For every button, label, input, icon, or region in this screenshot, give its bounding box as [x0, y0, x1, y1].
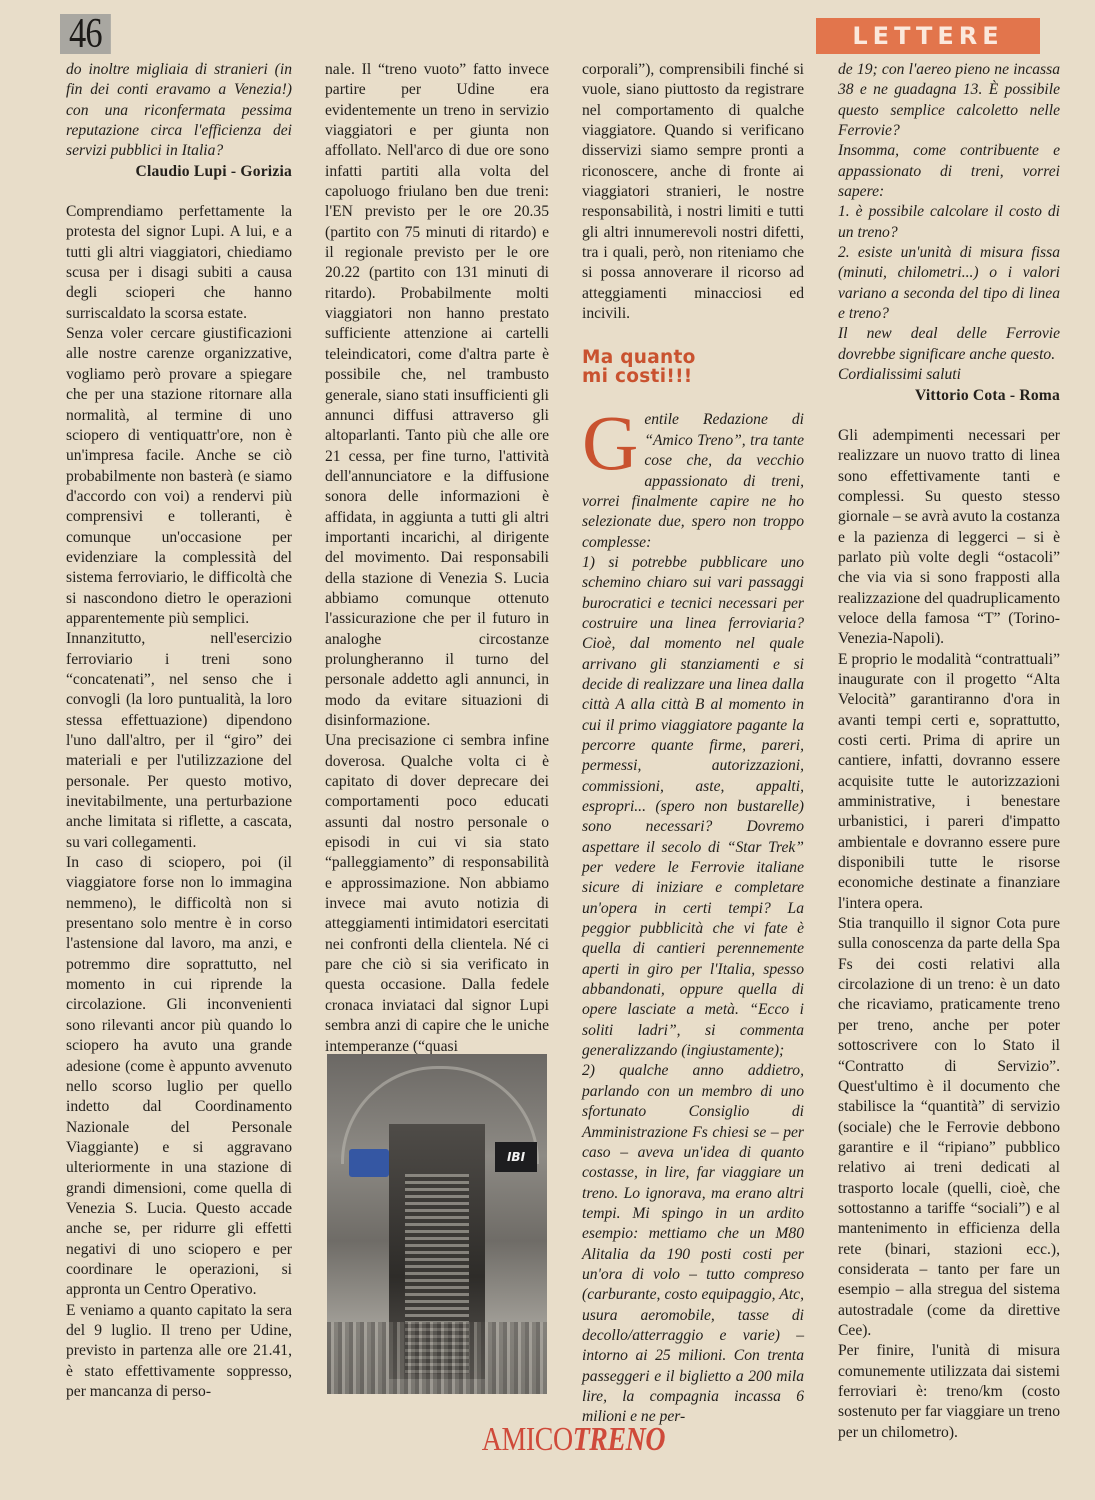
letter-subheading — [582, 348, 804, 386]
reply-paragraph: Senza voler cercare giustificazioni alle nostre carenze organizzative, vogliamo però provare a spiegare che per una stazione ritornare alla normalità, al termine di uno sciopero di ventiquattr'ore, non è un'impresa facile. Anche se ciò probabilmente non basterà (e siamo d'accordo con voi) a rendervi più comprensivi e tolleranti, è comunque un'occasione per evidenziare la complessità del sistema ferroviario, le difficoltà che si nascondono dietro le operazioni apparentemente più semplici. — [66, 325, 292, 627]
photo-ibi-sign: IBI — [495, 1142, 537, 1172]
reply-paragraph: In caso di sciopero, poi (il viaggiatore forse non lo immagina nemmeno), le difficoltà non si presentano solo mentre è in corso l'astensione dal lavoro, ma anzi, e potremmo dire soprattutto, nel momento in cui riprende la circolazione. Gli inconvenienti sono rilevanti ancor più quando lo sciopero ha avuto una grande adesione (come è appunto avvenuto nello scorso luglio per quello indetto dal Coordinamento Nazionale del Personale Viaggiante) e si aggravano ulteriormente in una stazione di grandi dimensioni, come quella di Venezia S. Lucia. Questo accade anche se, per ridurre gli effetti negativi di uno sciopero e per coordinare le operazioni, si appronta un Centro Operativo. — [66, 854, 292, 1299]
photo-crowd — [327, 1322, 547, 1394]
letter-signature: Claudio Lupi - Gorizia — [135, 162, 292, 180]
column-1 — [66, 60, 292, 1402]
reply-paragraph: Stia tranquillo il signor Cota pure sulla conoscenza da parte della Spa Fs dei costi relativi alla circolazione di un treno: è un dato che ricaviamo, praticamente treno per treno, anche per poter sottoscrivere con lo Stato il “Contratto di Servizio”. Quest'ultimo è il documento che stabilisce la “quantità” di servizio (sociale) che le Ferrovie debbono garantire e il “ripiano” pubblico relativo ai treni dedicati al trasporto locale (quelli, cioè, che sottostanno a tariffe “sociali”) e al mantenimento in efficienza della rete (binari, stazioni ecc.), considerata – tanto per fare un esempio – alla stregua del sistema autostradale (come da direttive Cee). — [838, 915, 1060, 1339]
letter-closing-text: do inoltre migliaia di stranieri (in fin dei conti eravamo a Venezia!) con una riconfermata pessima reputazione circa l'efficienza dei servizi pubblici in Italia? — [66, 61, 292, 160]
letter-paragraph: 2) qualche anno addietro, parlando con un membro di uno sfortunato Consiglio di Amministrazione Fs chiesi se – per caso – aveva un'idea di quanto costasse, in lire, far viaggiare un treno. Lo ignorava, ma erano altri tempi. Mi spingo in un ardito esempio: mettiamo che un M80 Alitalia da 190 posti costi per un'ora di volo – tutto compreso (carburante, costo equipaggio, Atc, usura aeromobile, tasse di decollo/atterraggio e varie) – intorno ai 25 milioni. Con trenta passeggeri e il biglietto a 200 mila lire, la compagnia incassa 6 milioni e ne per- — [582, 1062, 804, 1426]
reply-paragraph: Gli adempimenti necessari per realizzare un nuovo tratto di linea sono effettivamente tanti e complessi. Su questo stesso giornale – se avrà avuto la costanza e la pazienza di leggerci – si è parlato più volte degli “ostacoli” che via via si sono frapposti alla realizzazione del quadruplicamento veloce della famosa “T” (Torino-Venezia-Napoli). — [838, 426, 1060, 648]
column-2 — [325, 60, 549, 1057]
letter-paragraph: 2. esiste un'unità di misura fissa (minuti, chilometri...) o i valori variano a seconda del tipo di linea e treno? — [838, 244, 1060, 323]
spacer — [66, 182, 292, 202]
letter-paragraph: 1) si potrebbe pubblicare uno schemino chiaro sui vari passaggi burocratici e tecnici necessari per costruire una linea ferroviaria? Cioè, dal momento nel quale arrivano gli stanziamenti e si decide di realizzare una linea dalla città A alla città B al momento in cui il primo viaggiatore pagante la percorre quante firme, pareri, permessi, autorizzazioni, commissioni, aste, appalti, espropri... (spero non bustarelle) sono necessari? Dovremo aspettare il secolo di “Star Trek” per vedere le Ferrovie italiane sicure di iniziare e completare un'opera in certi tempi? La peggior pubblicità che vi fate è quella di cantieri perennemente aperti in giro per l'Italia, spesso abbandonati, oppure quella di opere lasciate a metà. “Ecco i soliti ladri”, si commenta generalizzando (ingiustamente); — [582, 553, 804, 1060]
reply-paragraph: Una precisazione ci sembra infine doverosa. Qualche volta ci è capitato di dover deprecare dei comportamenti poco educati assunti dal nostro personale o episodi in cui vi sia stato “palleggiamento” di responsabilità e approssimazione. Non abbiamo invece mai avuto notizia di atteggiamenti intimidatori esercitati nei confronti della clientela. Né ci pare che ciò si sia verificato in questa occasione. Dalla fedele cronaca inviataci dal signor Lupi sembra anzi di capire che le uniche intemperanze (“quasi — [325, 732, 549, 1055]
letter-paragraph: de 19; con l'aereo pieno ne incassa 38 e ne guadagna 13. È possibile questo semplice calcoletto nelle Ferrovie? — [838, 61, 1060, 140]
letter-paragraph: Insomma, come contribuente e appassionato di treni, vorrei sapere: — [838, 142, 1060, 201]
reply-paragraph: Comprendiamo perfettamente la protesta del signor Lupi. A lui, e a tutti gli altri viaggiatori, chiediamo scusa per i disagi subiti a causa degli scioperi che hanno surriscaldato la scorsa estate. — [66, 203, 292, 322]
letter-paragraph: 1. è possibile calcolare il costo di un treno? — [838, 203, 1060, 241]
logo-part-2: TRENO — [572, 1421, 666, 1458]
subheading-line-1: Ma quanto — [582, 347, 696, 369]
magazine-logo — [481, 1418, 666, 1462]
letter-paragraph: entile Redazione di “Amico Treno”, tra tante cose che, da vecchio appassionato di treni, vorrei finalmente capire ne ho selezionate due, spero non troppo complesse: — [582, 411, 804, 551]
photo-blue-sign — [349, 1149, 389, 1177]
letter-paragraph: Cordialissimi saluti — [838, 366, 961, 384]
letter-paragraph: Il new deal delle Ferrovie dovrebbe significare anche questo. — [838, 325, 1060, 363]
column-3 — [582, 60, 804, 1428]
letter-signature: Vittorio Cota - Roma — [914, 386, 1060, 404]
reply-paragraph: Innanzitutto, nell'esercizio ferroviario i treni sono “concatenati”, nel senso che i convogli (la loro puntualità, la loro stessa effettuazione) dipendono l'uno dall'altro, per il “giro” dei materiali e per l'utilizzazione del personale. Per questo motivo, inevitabilmente, una perturbazione anche limitata si riflette, a cascata, su vari collegamenti. — [66, 630, 292, 851]
logo-part-1: AMICO — [481, 1421, 573, 1458]
reply-paragraph: corporali”), comprensibili finché si vuole, siano piuttosto da registrare nel comportamento di qualche viaggiatore. Quando si verificano disservizi siamo sempre pronti a riconoscere, anche di fronte ai viaggiatori stranieri, le nostre responsabilità, i nostri limiti e tutti gli altri innumerevoli nostri difetti, tra i quali, però, non riteniamo che si possa annoverare il ricorso ad atteggiamenti minacciosi ed incivili. — [582, 61, 804, 323]
reply-paragraph: E veniamo a quanto capitato la sera del 9 luglio. Il treno per Udine, previsto in partenza alle ore 21.41, è stato effettivamente soppresso, per mancanza di perso- — [66, 1301, 292, 1400]
column-4 — [838, 60, 1060, 1443]
spacer — [838, 406, 1060, 426]
reply-paragraph: E proprio le modalità “contrattuali” inaugurate con il progetto “Alta Velocità” garantiranno d'ora in avanti tempi certi e, soprattutto, costi certi. Prima di aprire un cantiere, infatti, dovranno essere acquisite tutte le autorizzazioni amministrative, i benestare urbanistici, i pareri d'impatto ambientale e dovranno essere pure disponibili tutte le risorse economiche destinate a finanziare l'intera opera. — [838, 650, 1060, 912]
page-number: 46 — [60, 14, 111, 54]
station-photo — [327, 1054, 547, 1394]
subheading-line-2: mi costi!!! — [582, 366, 693, 388]
section-banner: LETTERE — [816, 18, 1040, 54]
letter-opening — [582, 399, 804, 552]
drop-cap: G — [582, 399, 639, 487]
reply-paragraph: Per finire, l'unità di misura comunemente utilizzata dai sistemi ferroviari è: treno/km (costo sostenuto per far viaggiare un treno per un chilometro). — [838, 1342, 1060, 1441]
reply-paragraph: nale. Il “treno vuoto” fatto invece partire per Udine era evidentemente un treno in servizio viaggiatori e per giunta non affollato. Nell'arco di due ore sono infatti partiti alla volta del capoluogo friulano ben due treni: l'EN previsto per le ore 20.35 (partito con 75 minuti di ritardo) e il regionale previsto per le ore 20.22 (partito con 131 minuti di ritardo). Probabilmente molti viaggiatori non hanno prestato sufficiente attenzione ai cartelli teleindicatori, come d'altra parte è possibile che, nel trambusto generale, siano stati insufficienti gli annunci diffusi attraverso gli altoparlanti. Tanto più che alle ore 21 cessa, per fine turno, l'attività dell'annunciatore e la diffusione sonora delle informazioni è affidata, in aggiunta a tutti gli altri importanti incarichi, al dirigente del movimento. Dai responsabili della stazione di Venezia S. Lucia abbiamo comunque ottenuto l'assicurazione che per il futuro in analoghe circostanze prolungheranno il turno del personale addetto agli annunci, in modo da evitare situazioni di disinformazione. — [325, 61, 549, 729]
